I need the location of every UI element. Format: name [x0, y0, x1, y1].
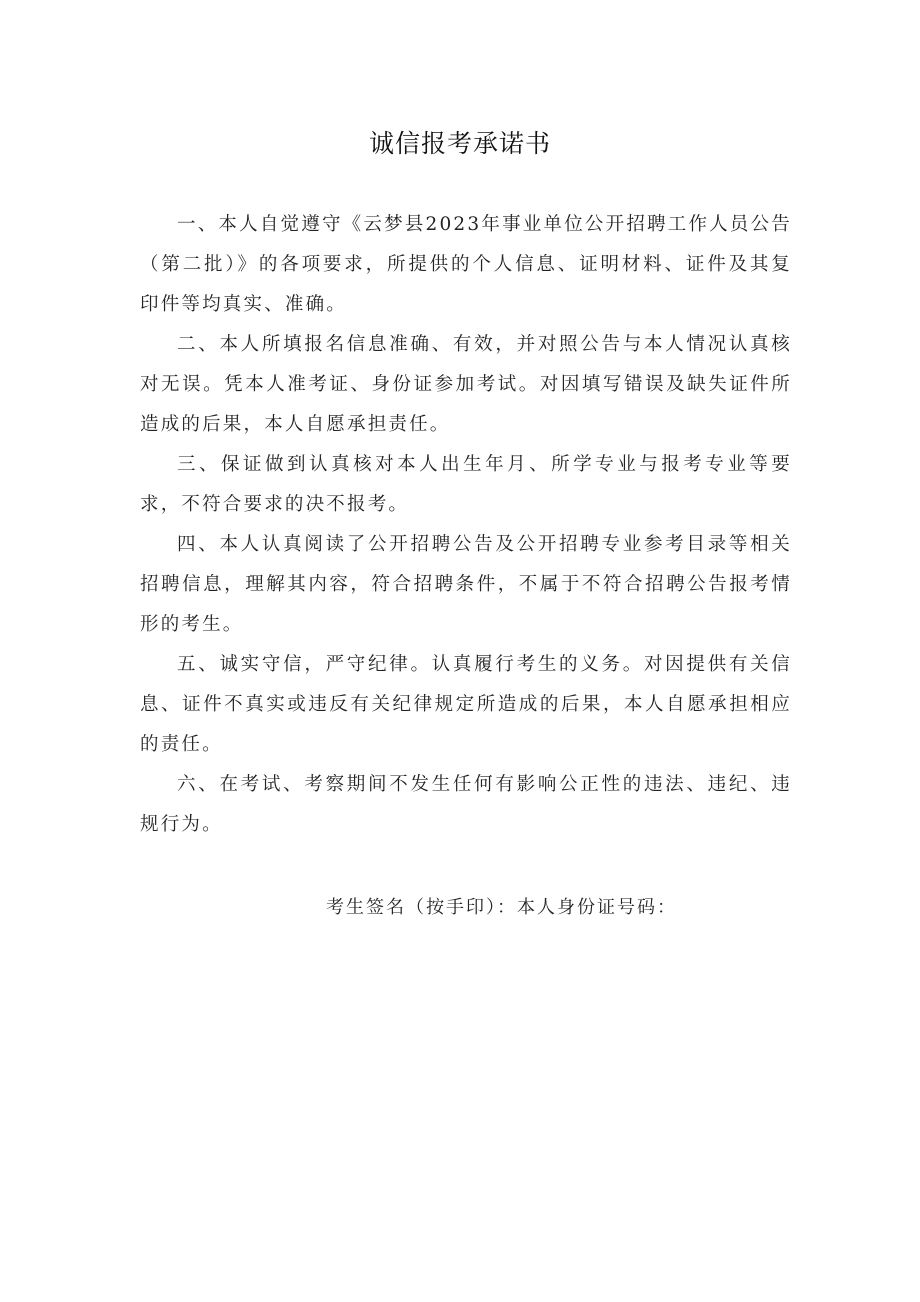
- paragraph-4: 四、本人认真阅读了公开招聘公告及公开招聘专业参考目录等相关招聘信息，理解其内容，符合招聘条件，不属于不符合招聘公告报考情形的考生。: [140, 534, 792, 635]
- document-title: 诚信报考承诺书: [368, 129, 551, 158]
- signature-line: 考生签名（按手印）：本人身份证号码：: [326, 897, 677, 918]
- paragraph-5: 五、诚实守信，严守纪律。认真履行考生的义务。对因提供有关信息、证件不真实或违反有关纪律规定所造成的后果，本人自愿承担相应的责任。: [140, 654, 792, 755]
- paragraph-3: 三、保证做到认真核对本人出生年月、所学专业与报考专业等要求，不符合要求的决不报考。: [140, 454, 792, 515]
- paragraph-1: 一、本人自觉遵守《云梦县2023年事业单位公开招聘工作人员公告（第二批）》的各项要求，所提供的个人信息、证明材料、证件及其复印件等均真实、准确。: [140, 214, 792, 315]
- document-body: [140, 205, 792, 845]
- paragraph-2: 二、本人所填报名信息准确、有效，并对照公告与本人情况认真核对无误。凭本人准考证、身份证参加考试。对因填写错误及缺失证件所造成的后果，本人自愿承担责任。: [140, 334, 792, 435]
- paragraph-6: 六、在考试、考察期间不发生任何有影响公正性的违法、违纪、违规行为。: [140, 774, 792, 835]
